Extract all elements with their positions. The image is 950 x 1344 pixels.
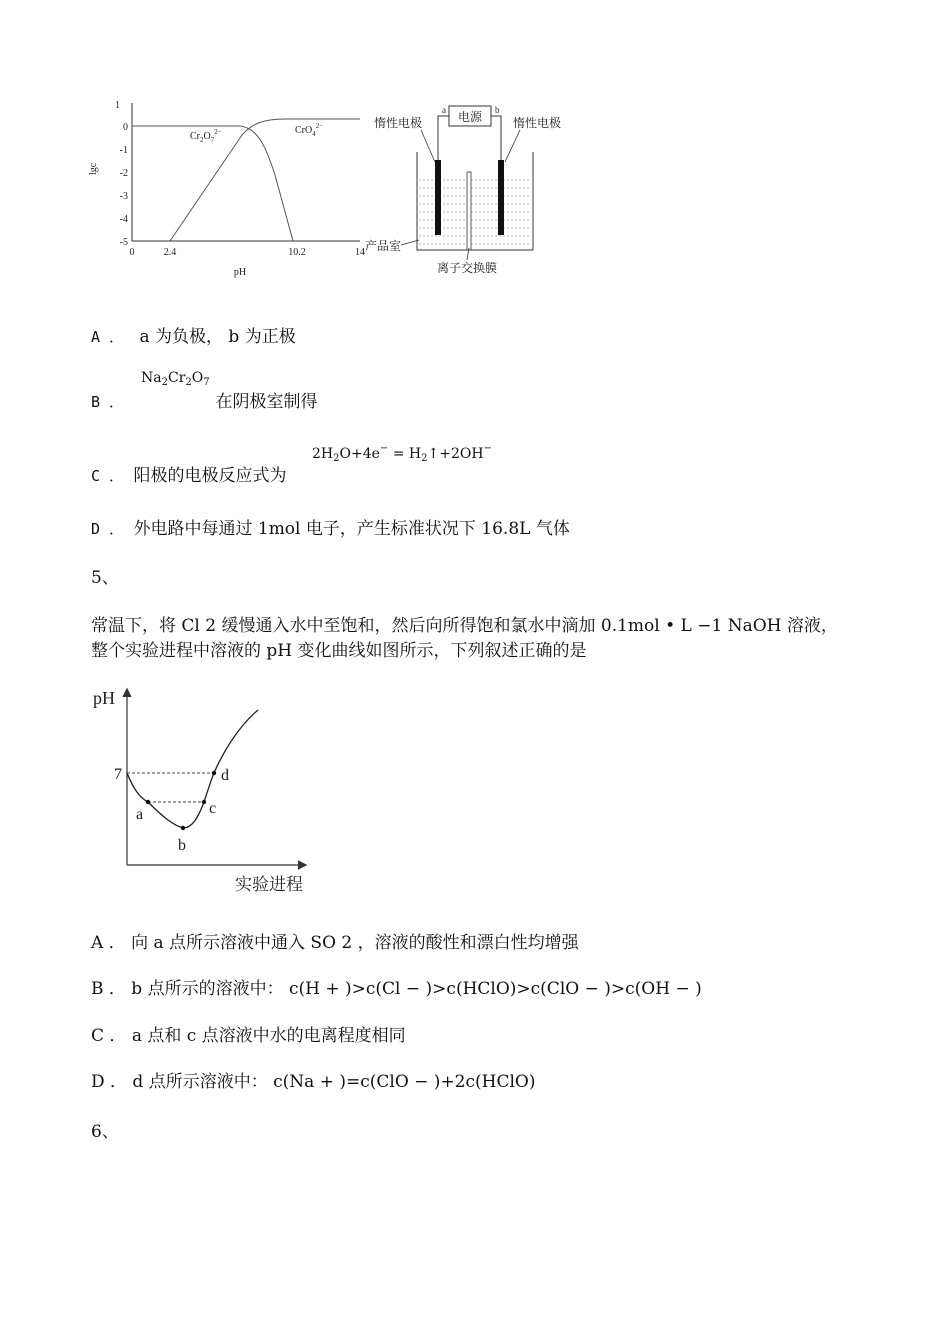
pole-b: b [495,105,500,115]
q4-option-c: C ． 阳极的电极反应式为 [91,466,287,486]
x-tick: 2.4 [163,247,177,258]
membrane-label: 离子交换膜 [437,261,498,275]
point-b [181,826,185,830]
x-axis-label: pH [233,267,247,278]
q4-option-a-text: a 为负极， b 为正极 [139,327,296,347]
q5-option-b: B ． b 点所示的溶液中： c(H + )>c(Cl − )>c(HClO)>c(ClO − )>c(OH − ) [91,979,702,999]
cathode-equation: $2H_2O+4e^-$ = $H_2↑+2OH^-$ [312,443,492,464]
wire-left [438,116,449,160]
y-tick: 1 [115,100,120,111]
q4-option-d: D ． 外电路中每通过 1mol 电子，产生标准状况下 16.8L 气体 [91,519,570,539]
product-room-label: 产品室 [365,239,402,253]
ph-x-label: 实验进程 [235,875,303,894]
power-label: 电源 [457,110,483,124]
y-tick: -5 [119,237,128,248]
q5-option-d: D ． d 点所示溶液中： c(Na + )=c(ClO − )+2c(HClO) [91,1072,536,1092]
left-leader [421,130,435,162]
q4-option-c-text: 阳极的电极反应式为 [133,466,287,486]
label-a: a [136,806,144,823]
q6-number: 6、 [91,1122,119,1142]
right-leader [505,130,520,162]
q4-option-d-text: 外电路中每通过 1mol 电子，产生标准状况下 16.8L 气体 [133,519,570,539]
ph-curve-chart [90,680,330,895]
y-axis-label: lgc [88,162,99,175]
product-leader [401,240,419,245]
q5-option-a: A ． 向 a 点所示溶液中通入 SO 2 ，溶液的酸性和漂白性均增强 [91,933,579,953]
q4-option-b: B ． 在阴极室制得 [91,392,318,412]
lgc-ph-chart [80,95,380,285]
beaker [417,152,533,250]
label-b: b [178,837,186,854]
y-tick: -1 [119,145,128,156]
point-a [146,800,150,804]
ph-curve [127,710,258,828]
right-electrode-label: 惰性电极 [513,116,562,130]
ion-exchange-membrane [467,172,471,250]
wire-right [491,116,501,160]
left-electrode [435,160,441,235]
q4-option-a: A ． a 为负极， b 为正极 [91,327,296,347]
q5-option-c: C ． a 点和 c 点溶液中水的电离程度相同 [91,1026,406,1046]
y-tick: -3 [119,191,128,202]
electrolysis-cell [365,100,590,282]
left-electrode-label: 惰性电极 [374,116,423,130]
point-d [212,771,216,775]
x-tick: 10.2 [288,247,306,258]
pole-a: a [442,105,446,115]
y-tick: -4 [119,214,128,225]
y-tick: -2 [119,168,128,179]
q5-number: 5、 [91,568,119,588]
q5-stem-line2: 整个实验进程中溶液的 pH 变化曲线如图所示，下列叙述正确的是 [91,641,587,661]
cr2o7-label: $Cr_2O_7^{2-}$ [190,128,222,144]
point-c [202,800,206,804]
right-electrode [498,160,504,235]
ph-tick-7: 7 [114,766,122,783]
x-tick: 14 [355,247,365,258]
q4-option-b-text: 在阴极室制得 [215,392,318,412]
x-tick: 0 [129,247,135,258]
q5-stem-line1: 常温下，将 Cl 2 缓慢通入水中至饱和，然后向所得饱和氯水中滴加 0.1mol • L −1 NaOH 溶液， [91,616,838,636]
cro4-label: CrO$_4^{2-}$ [295,122,324,138]
label-d: d [221,767,229,784]
na2cr2o7-formula: $Na_2Cr_2O_7$ [141,370,210,388]
ph-y-label: pH [93,688,115,708]
label-c: c [209,800,217,817]
y-tick: 0 [123,122,128,133]
